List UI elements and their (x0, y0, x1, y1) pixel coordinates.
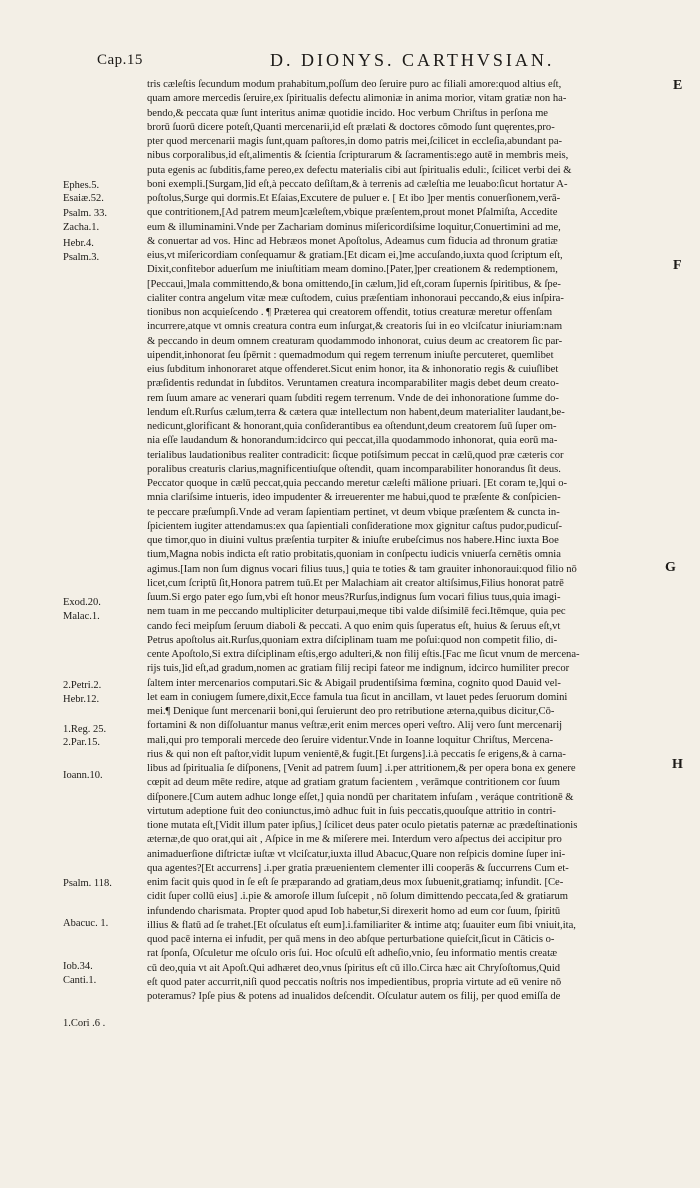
text-line: Peccator quoque in cælū peccat,quia peccando meretur cæleſti mālione priuari. [Et coram te,]qui o- (147, 478, 568, 489)
text-line: eum & illuminamini.Vnde per Zachariam dominus miſericordiſsime loquitur,Conuertimini ad me, (147, 221, 561, 233)
margin-note: 1.Reg. 25. (63, 724, 107, 735)
text-line: eius,vt miſericordiam conſequamur & gratiam.[Et dicam ei,]me accuſando,iuxta quod ſcriptum eſt, (147, 250, 563, 261)
text-line: mnia clariſsime intueris, ideo impudenter & irreuerenter me habui,quod te præſente & conſpicien- (147, 492, 561, 504)
text-line: eius ſubditum inhonoraret atque offenderet.Sicut enim honor, ita & inhonoratio regis & cuiuſlibet (147, 364, 559, 375)
text-line: quod pacē interna ei infudit, per quā mens in deo abſque perturbatione quieſcit,ſicut in Cāticis o- (147, 934, 555, 945)
text-line: infundendo charismata. Propter quod apud Iob habetur,Si direxerit homo ad eum cor ſuum, ſpiritū (147, 905, 561, 917)
text-line: terialibus laudationibus realiter contradicit: ſicque potiſsimum peccat in cælū,quod præ cæteris cor (147, 449, 564, 461)
page-header (0, 52, 700, 78)
text-line: rius & qui non eſt paſtor,vidit lupum venientē,& fugit.[Et ſurgens].i.à peccatis ſe erigens,& à carna- (147, 748, 566, 760)
text-line: præſidentis redundat in ſubditos. Veruntamen creatura incomparabiliter magis debet deum creato- (147, 378, 559, 390)
text-line: rijs tuis,]id eſt,ad gradum,nomen ac gratiam filij recipi fateor me indignum, idcirco humiliter precor (147, 663, 570, 675)
text-line: te peccare præſumpſi.Vnde ad veram ſapientiam pertinet, vt deum vbique præſentem & cuncta in- (147, 506, 560, 518)
text-line: qua agentes?[Et accurrens] .i.per gratia præuenientem clementer illi cooperās & ſuccurrens Cum et- (147, 862, 569, 874)
text-line: fortamini & non diſſoluantur manus veſtræ,erit enim merces operi veſtro. Alij vero ſunt mercenarij (147, 720, 563, 732)
margin-note: Exod.20. (63, 597, 101, 608)
text-line: agimus.[Iam non ſum dignus vocari filius tuus,] quia te toties & tam grauiter inhonoraui:quod filio nō (147, 563, 577, 575)
text-line: nem tuam in me peccando multipliciter deturpaui,meque tibi valde diſsimilē feci.Itēmque, quia pec (147, 606, 566, 618)
text-line: ſuum.Si ergo pater ego ſum,vbi eſt honor meus?Rurſus,indignus ſum vocari filius tuus,quia imagi- (147, 592, 561, 603)
margin-note: Psalm. 118. (63, 878, 112, 889)
blank-page-bottom (0, 1080, 700, 1188)
margin-note: 2.Petri.2. (63, 680, 102, 691)
text-line: cando feci meipſum ſeruum diaboli & peccati. A quo enim quis ſuperatus eſt, huius & ſeruus eſt,vt (147, 620, 561, 632)
margin-note: Psalm.3. (63, 252, 100, 263)
section-marker-g: G (665, 560, 676, 575)
text-line: animaduerſione diſtrictæ iuſtæ vt vlciſcatur,iuxta illud Abacuc,Quare non reſpicis domine ſuper ini- (147, 848, 566, 860)
text-line: cidit ſuper collū eius] .i.pie & amoroſe illum ſuſcepit , nō ſolum dimittendo peccata,ſed & gratiarum (147, 891, 568, 903)
text-line: poralibus creaturis clarius,magnificentiuſque oſtendit, quam incomparabiliter honorandus ſit deus. (147, 463, 561, 475)
text-line: virtutum adeptione fuit deo coniunctus,imò adhuc fuit in ſuis peccatis,quouſque attritio in contri- (147, 805, 556, 817)
running-title: D. DIONYS. CARTHVSIAN. (270, 50, 555, 70)
text-line: cū deo,quia vt ait Apoſt.Qui adhæret deo,vnus ſpiritus eſt cū illo.Circa hæc ait Chryſoſtomus,Quid (147, 962, 561, 974)
text-line: rat ſponſa, Oſculetur me oſculo oris ſui. Hoc oſculū eſt adheſio,vnio, ſeu informatio mentis creatæ (147, 948, 558, 960)
margin-note: Abacuc. 1. (63, 918, 109, 929)
text-line: Dixit,confitebor aduerſum me iniuſtitiam meam domino.[Pater,]per creationem & redemptionem, (147, 264, 558, 276)
text-line: & conuertar ad vos. Hinc ad Hebræos monet Apoſtolus, Adeamus cum fiducia ad thronum gratiæ (147, 235, 558, 247)
margin-note: 1.Cori .6 . (63, 1018, 106, 1029)
text-line: poſtolus,Surge qui dormis.Et Eſaias,Excutere de puluer e. [ Et ibo ]per mentis conuerſionem,verā- (147, 193, 561, 204)
text-line: bendo,& peccata quæ ſunt interitus animæ quotidie incido. Hoc verbum Chriſtus in perſona me (147, 107, 549, 119)
text-line: æternæ,de quo orat,qui ait , Aſpice in me & miſerere mei. Interdum vero aſpectus dei accipitur pro (147, 834, 562, 846)
text-line: lendum eſt.Rurſus cælum,terra & cætera quæ intellectum non habent,deum materialiter laudant,be- (147, 406, 565, 418)
text-line: uipendit,inhonorat ſeu ſpērnit : quemadmodum qui regem terrenum iniuſte percuteret, quemlibet (147, 349, 554, 361)
text-line: tione mutata eſt,[Vidit illum pater ipſius,] ſcilicet deus pater oculo pietatis paternæ ac prædeſtinationis (147, 820, 578, 831)
text-line: tium,Magna nobis indicta eſt ratio probitatis,quoniam in conſpectu iudicis vniuerſa cernētis omnia (147, 549, 561, 561)
margin-note: Esaiæ.52. (63, 193, 104, 204)
margin-note: Canti.1. (63, 975, 97, 986)
margin-note: Hebr.4. (63, 238, 94, 249)
text-line: rem ſuum amare ac venerari quam ſubditi regem terrenum. Vnde de dei inhonoratione ſumme do- (147, 392, 559, 404)
text-line: tionibus non acquieſcendo . ¶ Præterea qui creatorem offendit, totius creaturæ meretur offenſam (147, 307, 553, 318)
text-line: enim facit quis quod in ſe eſt ſe præparando ad gratiam,deus mox ſubuenit,gratiamq; infundit. [Ce- (147, 877, 564, 888)
margin-note: Malac.1. (63, 611, 100, 622)
text-line: eſt quod pater accurrit,niſi quod peccatis noſtris nos impedientibus, propria virtute ad eū venire nō (147, 976, 562, 988)
text-line: pter quod mercenarii magis ſunt,quam paſtores,in domo patris mei,ſcilicet in eccleſia,abundant pa- (147, 136, 563, 147)
text-line: poteramus? Ipſe pius & potens ad inualidos deſcendit. Oſculatur autem os filij, per quod emiſſa de (147, 991, 561, 1002)
margin-note: Iob.34. (63, 961, 93, 972)
text-line: illius & flatū ad ſe trahet.[Et oſculatus eſt eum].i.familiariter & intime atq; ſuauiter eum ſibi vniuit,ita, (147, 919, 576, 931)
margin-note: Hebr.12. (63, 694, 100, 705)
text-line: ſpicientem iugiter attendamus:ex qua ſapientiali conſideratione mox gignitur caſtus pudor,pudicuſ- (147, 520, 562, 532)
margin-note: Ephes.5. (63, 180, 100, 191)
text-line: cente Apoſtolo,Si extra diſciplinam eſtis,ergo adulteri,& non filij eſtis.[Fac me ſicut vnum de mercena- (147, 649, 580, 660)
text-line: boni exempli.[Surgam,]id eſt,à peccato deſiſtam,& à terrenis ad cæleſtia me leuabo:ſicut hortatur A- (147, 178, 568, 190)
section-marker-f: F (673, 258, 682, 273)
text-line: diſponere.[Cum autem adhuc longe eſſet,] quia nondū per charitatem infuſam , veráque contritionē & (147, 791, 574, 803)
text-line: que contritionem,[Ad patrem meum]cæleſtem,vbique præſentem,prout monet Pſalmiſta, Accedite (147, 207, 558, 219)
text-line: mali,qui pro temporali mercede deo ſeruire videntur.Vnde in Ioanne loquitur Chriſtus, Mercena- (147, 734, 553, 746)
text-line: nibus corporalibus,id eſt,alimentis & ſcientia ſcripturarum & ſacramentis:ego autē in membris meis, (147, 150, 569, 162)
text-line: Petrus apoſtolus ait.Rurſus,quoniam extra diſciplinam tuam me poſui:quod non competit filio, di- (147, 634, 558, 646)
section-marker-h: H (672, 757, 683, 772)
margin-note: Zacha.1. (63, 222, 100, 233)
text-line: libus ad ſpiritualia ſe diſponens, [Venit ad patrem ſuum] .i.per attritionem,& per opera bona ex genere (147, 763, 576, 774)
text-line: mei.¶ Denique ſunt mercenarii boni,qui ſeruierunt deo pro retributione æterna,quibus dicitur,Cō- (147, 706, 555, 717)
text-line: que timor,quo in diuini vultus præſentia turpiter & iniuſte erubeſcimus nos habere.Hinc iuxta Boe (147, 535, 559, 546)
text-line: [Peccaui,]mala committendo,& bona omittendo,[in cælum,]id eſt,coram ſupernis ſpiritibus, & ſpe- (147, 278, 561, 290)
text-line: puta egenis ac ſubditis,fame pereo,ex defectu materialis cibi aut ſpiritualis eduli:, ſcilicet verbi dei & (147, 164, 572, 176)
margin-note: Ioann.10. (63, 770, 103, 781)
margin-note: Psalm. 33. (63, 208, 108, 219)
chapter-label: Cap.15 (97, 52, 143, 68)
text-line: licet,cum ſcriptū ſit,Honora patrem tuū.Et per Malachiam ait creator altiſsimus,Filius honorat patrē (147, 577, 564, 589)
text-line: quam amore mercedis ſeruire,ex ſpiritualis defectu alimoniæ in anima morior, vitam gratiæ non ha- (147, 93, 567, 105)
text-line: cialiter contra angelum vitæ meæ cuſtodem, cuius præſentiam inhonoraui peccando,& eius inſpira- (147, 292, 564, 304)
section-marker-e: E (673, 78, 683, 93)
text-line: & peccando in deum omnem creaturam quodammodo inhonorat, cuius deum ac creatorem ſic par- (147, 335, 563, 347)
text-line: tris cæleſtis ſecundum modum prahabitum,poſſum deo ſeruire puro ac filiali amore:quod altius eſt, (147, 79, 562, 90)
text-line: ſaltem inter mercenarios computari.Sic & Abigail prudentiſsima fœmina, cognito quod Dauid vel- (147, 677, 561, 689)
text-line: nedicunt,glorificant & honorant,quia conſiderantibus ea oſtendunt,deum creatorem ſuū ſuper om- (147, 421, 557, 432)
text-line: let eam in coniugem ſumere,dixit,Ecce famula tua ſicut in ancillam, vt lauet pedes ſeruorum domini (147, 691, 568, 703)
margin-note: 2.Par.15. (63, 737, 101, 748)
text-line: cœpit ad deum mēte redire, atque ad gratiam gratum facientem , verāmque contritionem cor ſuum (147, 777, 560, 789)
text-line: brorū ſuorū dicere poteſt,Quanti mercenarii,id eſt prælati & doctores cōmodo ſunt quęrentes,pro- (147, 121, 555, 133)
text-line: nia eſſe laudandum & honorandum:idcirco qui peccat,illa quodammodo inhonorat, quia eorū ma- (147, 435, 558, 447)
text-line: incurrere,atque vt omnis creatura contra eum inſurgat,& creatoris ſui in eo vlciſcatur iniuriam:nam (147, 321, 563, 333)
main-text-column (147, 78, 672, 1004)
